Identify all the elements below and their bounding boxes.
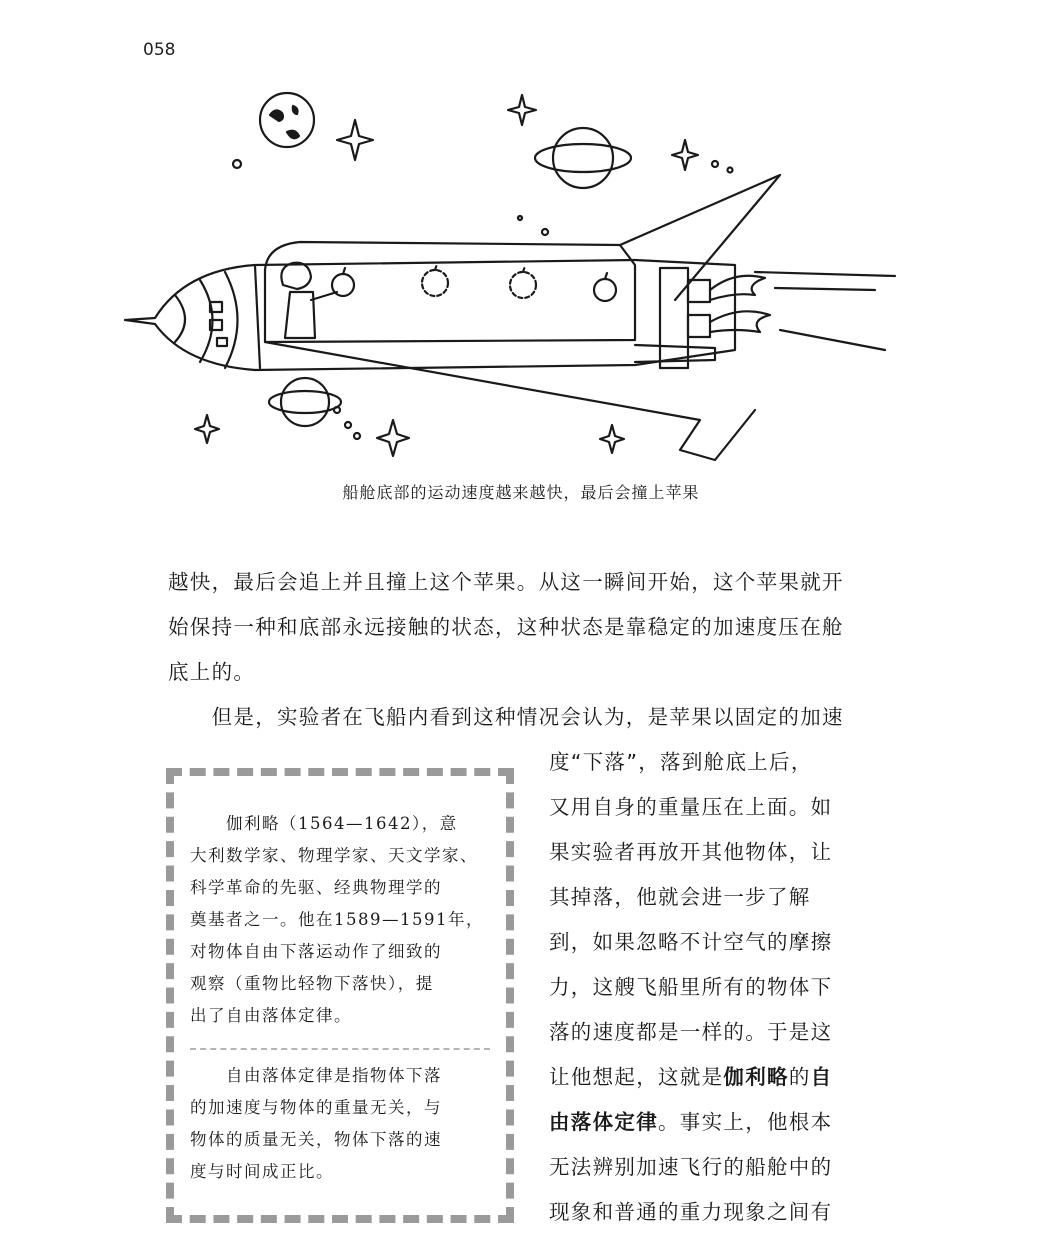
sidebar-line: 大利数学家、物理学家、天文学家、: [190, 846, 478, 865]
term-free-fall-start: 自: [810, 1065, 833, 1089]
text-line: 力，这艘飞船里所有的物体下: [549, 975, 833, 999]
experimenter-figure: [281, 263, 337, 338]
sidebar-paragraph-galileo: [190, 808, 490, 1032]
text-segment: 的: [788, 1065, 811, 1089]
text-line: 果实验者再放开其他物体，让: [549, 840, 833, 864]
sidebar-line: 度与时间成正比。: [190, 1162, 334, 1181]
term-free-fall-law: 由落体定律: [549, 1110, 658, 1134]
star-icon: [337, 120, 373, 160]
rocket-body: [125, 175, 895, 460]
text-line: 越快，最后会追上并且撞上这个苹果。从这一瞬间开始，这个苹果就开: [168, 570, 844, 594]
text-line: 但是，实验者在飞船内看到这种情况会认为，是苹果以固定的加速: [168, 705, 844, 729]
rocket-illustration: [115, 80, 915, 480]
sidebar-line: 科学革命的先驱、经典物理学的: [190, 878, 442, 897]
page-number: 058: [143, 40, 176, 60]
star-icon: [508, 95, 536, 125]
apple-icon: [510, 266, 536, 298]
sidebar-line: 奠基者之一。他在1589—1591年，: [190, 910, 484, 929]
planet-icon: [269, 378, 341, 426]
sidebar-line: 的加速度与物体的重量无关，与: [190, 1098, 442, 1117]
sidebar-paragraph-law: [190, 1060, 490, 1188]
star-icon: [377, 420, 409, 456]
text-line: 无法辨别加速飞行的船舱中的: [549, 1155, 833, 1179]
sidebar-line: 自由落体定律是指物体下落: [190, 1066, 442, 1085]
text-line: 现象和普通的重力现象之间有: [549, 1200, 833, 1224]
sidebar-line: 出了自由落体定律。: [190, 1006, 352, 1025]
sidebar-line: 观察（重物比轻物下落快），提: [190, 974, 434, 993]
text-line: 到，如果忽略不计空气的摩擦: [549, 930, 833, 954]
body-text-top: [168, 560, 844, 740]
text-segment: 。事实上，他根本: [658, 1110, 833, 1134]
figure-caption: 船舱底部的运动速度越来越快，最后会撞上苹果: [342, 483, 700, 502]
text-segment: 让他想起，这就是: [549, 1065, 724, 1089]
apple-icon: [332, 268, 354, 296]
text-line: 又用自身的重量压在上面。如: [549, 795, 833, 819]
text-line: 始保持一种和底部永远接触的状态，这种状态是靠稳定的加速度压在舱: [168, 615, 844, 639]
sidebar-line: 物体的质量无关，物体下落的速: [190, 1130, 442, 1149]
sidebar-note-box: [166, 768, 514, 1223]
star-icon: [195, 415, 219, 443]
sidebar-line: 对物体自由下落运动作了细致的: [190, 942, 442, 961]
text-line: 底上的。: [168, 660, 256, 684]
text-line: 其掉落，他就会进一步了解: [549, 885, 811, 909]
moon-icon: [260, 93, 314, 147]
apple-icon: [594, 273, 616, 301]
sidebar-line: 伽利略（1564—1642），意: [190, 814, 458, 833]
text-line: [549, 1100, 832, 1145]
apple-icon: [422, 264, 448, 296]
text-line: 度“下落”，落到舱底上后，: [549, 750, 813, 774]
body-text-right: [549, 740, 832, 1235]
text-line: [549, 1055, 832, 1100]
star-icon: [600, 425, 624, 453]
term-galileo: 伽利略: [723, 1065, 789, 1089]
planet-icon: [535, 128, 631, 188]
text-line: 落的速度都是一样的。于是这: [549, 1020, 833, 1044]
sidebar-divider: [190, 1048, 490, 1050]
star-icon: [672, 140, 698, 170]
